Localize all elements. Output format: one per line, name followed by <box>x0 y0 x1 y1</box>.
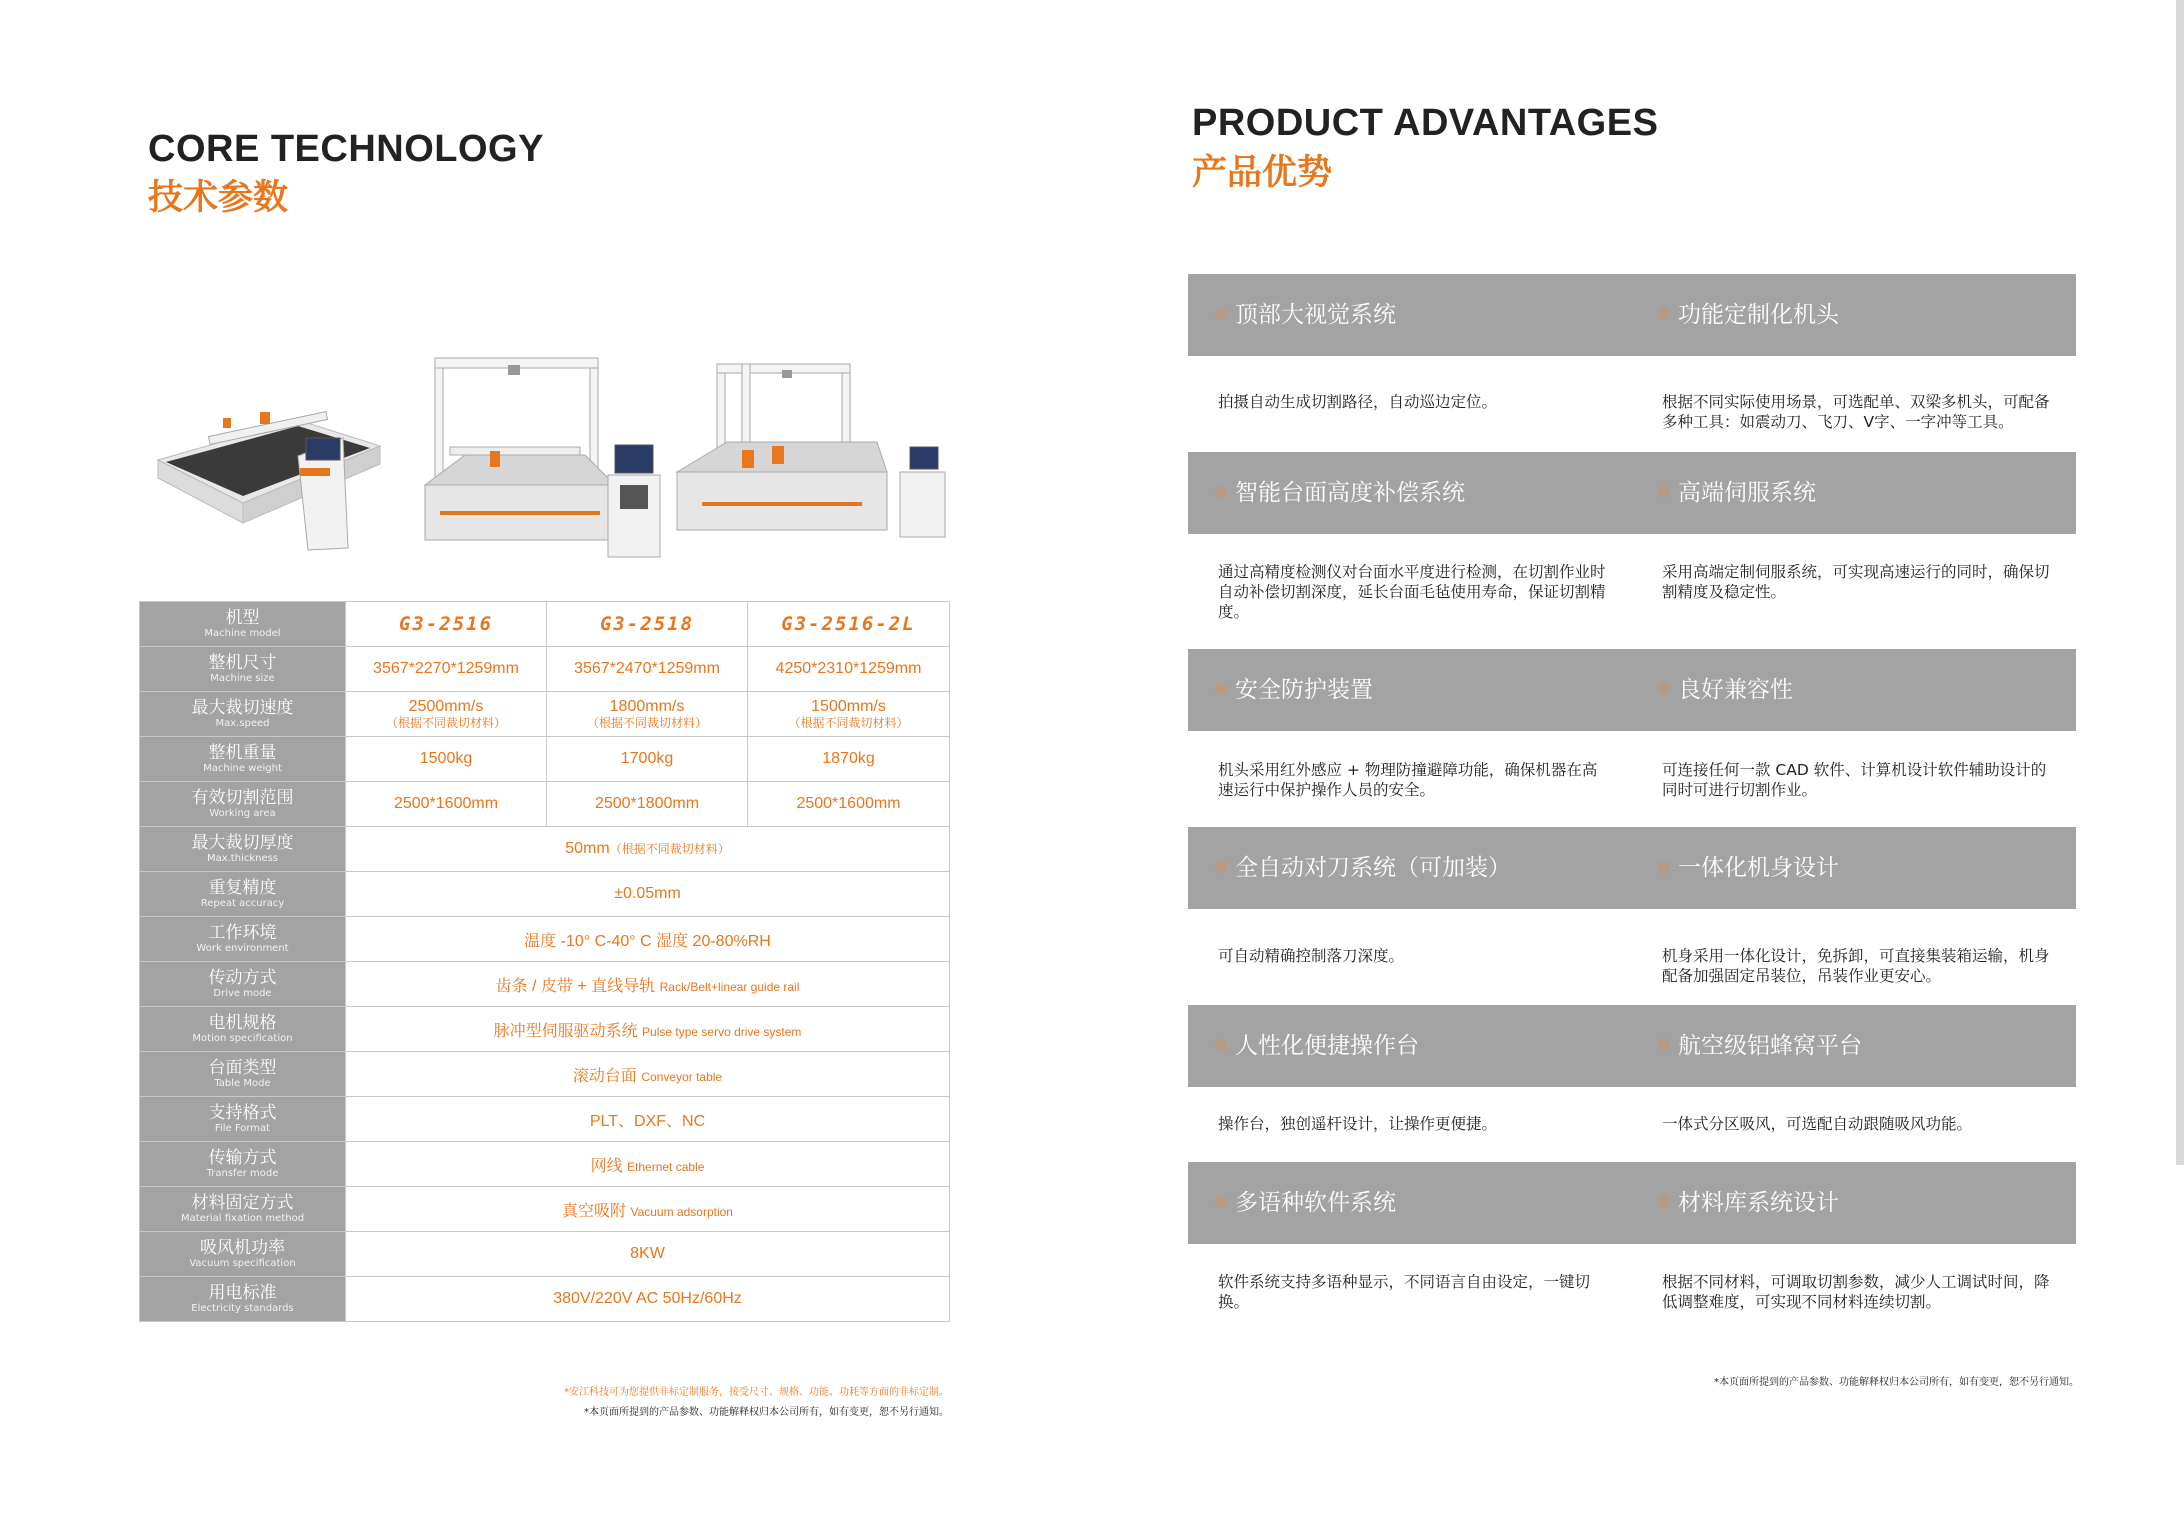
row-label <box>140 1142 346 1187</box>
advantage-title <box>1658 452 1816 534</box>
cell-main: 网线 <box>590 1157 623 1175</box>
advantage-bar <box>1188 274 2076 356</box>
table-row <box>140 1097 950 1142</box>
advantage-bar <box>1188 649 2076 731</box>
cell-sub: （根据不同裁切材料） <box>385 716 506 730</box>
table-row <box>140 1007 950 1052</box>
row-label <box>140 1187 346 1232</box>
advantage-description: 通过高精度检测仪对台面水平度进行检测，在切割作业时自动补偿切割深度，延长台面毛毡使用寿命，保证切割精度。 <box>1218 563 1606 621</box>
cell-value: 2500*1600mm <box>346 782 547 827</box>
cell-sub: （根据不同裁切材料） <box>586 716 707 730</box>
model-name: G3-2518 <box>547 602 748 647</box>
cell-value <box>346 917 950 962</box>
cell-value <box>346 1007 950 1052</box>
cell-value: 1870kg <box>748 737 950 782</box>
model-name: G3-2516-2L <box>748 602 950 647</box>
bullet-dot-icon <box>1658 861 1670 873</box>
label-en: Material fixation method <box>180 1212 305 1224</box>
cell-value <box>346 1277 950 1322</box>
label-cn: 整机重量 <box>208 742 277 763</box>
label-cn: 支持格式 <box>208 1102 277 1123</box>
cell-value: 2500*1600mm <box>748 782 950 827</box>
cell-extra: Rack/Belt+linear guide rail <box>659 979 800 994</box>
advantage-title-text: 智能台面高度补偿系统 <box>1235 480 1465 506</box>
label-cn: 机型 <box>225 607 260 628</box>
machine-image-g3-2516-2l <box>672 362 957 547</box>
row-label <box>140 602 346 647</box>
row-label <box>140 1007 346 1052</box>
cell-value: 3567*2470*1259mm <box>547 647 748 692</box>
row-label <box>140 1052 346 1097</box>
cell-value: 1500kg <box>346 737 547 782</box>
bullet-dot-icon <box>1215 1196 1227 1208</box>
advantage-title-text: 航空级铝蜂窝平台 <box>1678 1033 1862 1059</box>
cell-main: 脉冲型伺服驱动系统 <box>493 1022 638 1040</box>
advantage-title <box>1215 452 1465 534</box>
label-cn: 有效切割范围 <box>191 787 294 808</box>
label-en: Machine size <box>210 672 275 684</box>
machine-image-g3-2516 <box>148 398 388 553</box>
label-en: Motion specification <box>192 1032 293 1044</box>
row-label <box>140 917 346 962</box>
advantage-title-text: 多语种软件系统 <box>1235 1190 1396 1216</box>
cell-value: 3567*2270*1259mm <box>346 647 547 692</box>
advantage-title-text: 高端伺服系统 <box>1678 480 1816 506</box>
cell-value: 1700kg <box>547 737 748 782</box>
label-cn: 最大裁切厚度 <box>191 832 294 853</box>
cell-main: 1800mm/s <box>609 698 685 715</box>
left-title-cn: 技术参数 <box>148 178 289 218</box>
advantage-description: 根据不同材料，可调取切割参数，减少人工调试时间，降低调整难度，可实现不同材料连续切割。 <box>1662 1273 2050 1311</box>
row-label <box>140 737 346 782</box>
advantage-description: 可连接任何一款 CAD 软件、计算机设计软件辅助设计的同时可进行切割作业。 <box>1662 761 2047 799</box>
cell-extra: （根据不同裁切材料） <box>609 842 730 856</box>
table-row-header <box>140 602 950 647</box>
cell-value: 2500*1800mm <box>547 782 748 827</box>
table-row <box>140 827 950 872</box>
label-en: File Format <box>214 1122 271 1134</box>
table-row <box>140 1187 950 1232</box>
spec-table <box>139 601 950 1322</box>
advantage-title <box>1658 827 1839 909</box>
right-title-en: PRODUCT ADVANTAGES <box>1192 102 1659 144</box>
table-row <box>140 1142 950 1187</box>
advantage-title <box>1658 649 1793 731</box>
advantage-description: 根据不同实际使用场景，可选配单、双梁多机头，可配备多种工具：如震动刀、飞刀、V字、一字冲等工具。 <box>1662 393 2050 431</box>
row-label <box>140 962 346 1007</box>
cell-main: 温度 -10° C-40° C 湿度 20-80%RH <box>524 932 771 950</box>
label-cn: 重复精度 <box>208 877 277 898</box>
table-row <box>140 962 950 1007</box>
cell-extra: Ethernet cable <box>627 1159 705 1174</box>
cell-extra: Vacuum adsorption <box>630 1204 733 1219</box>
cell-extra: Pulse type servo drive system <box>642 1024 802 1039</box>
advantage-title-text: 顶部大视觉系统 <box>1235 302 1396 328</box>
row-label <box>140 1277 346 1322</box>
bullet-dot-icon <box>1658 683 1670 695</box>
label-en: Max.speed <box>215 717 270 729</box>
advantage-description: 一体式分区吸风，可选配自动跟随吸风功能。 <box>1662 1115 1973 1133</box>
advantage-bar <box>1188 827 2076 909</box>
advantage-description: 采用高端定制伺服系统，可实现高速运行的同时，确保切割精度及稳定性。 <box>1662 563 2050 601</box>
label-cn: 整机尺寸 <box>208 652 277 673</box>
advantage-title-text: 人性化便捷操作台 <box>1235 1033 1419 1059</box>
table-row <box>140 1052 950 1097</box>
cell-value: 4250*2310*1259mm <box>748 647 950 692</box>
label-en: Repeat accuracy <box>200 897 285 909</box>
disclaimer-note-left: *本页面所提到的产品参数、功能解释权归本公司所有，如有变更，恕不另行通知。 <box>584 1407 949 1418</box>
bullet-dot-icon <box>1215 308 1227 320</box>
label-cn: 传动方式 <box>208 967 277 988</box>
page-edge <box>2176 0 2184 1165</box>
label-cn: 台面类型 <box>208 1057 277 1078</box>
advantage-title <box>1658 274 1839 356</box>
table-row <box>140 1232 950 1277</box>
advantage-description: 软件系统支持多语种显示，不同语言自由设定，一键切换。 <box>1218 1273 1591 1311</box>
bullet-dot-icon <box>1658 1039 1670 1051</box>
advantage-title <box>1658 1162 1839 1244</box>
row-label <box>140 1232 346 1277</box>
label-cn: 最大裁切速度 <box>191 697 294 718</box>
advantage-title-text: 全自动对刀系统（可加装） <box>1235 855 1511 881</box>
label-en: Drive mode <box>213 987 272 999</box>
table-row <box>140 647 950 692</box>
advantage-title <box>1215 1162 1396 1244</box>
cell-main: 380V/220V AC 50Hz/60Hz <box>553 1290 742 1307</box>
advantage-title-text: 安全防护装置 <box>1235 677 1373 703</box>
label-en: Machine model <box>204 627 281 639</box>
cell-sub: （根据不同裁切材料） <box>788 716 909 730</box>
row-label <box>140 692 346 737</box>
label-cn: 工作环境 <box>208 922 277 943</box>
cell-main: 齿条 / 皮带 + 直线导轨 <box>495 977 656 995</box>
row-label <box>140 782 346 827</box>
label-cn: 用电标准 <box>208 1282 277 1303</box>
cell-value <box>346 962 950 1007</box>
disclaimer-note-right: *本页面所提到的产品参数、功能解释权归本公司所有，如有变更，恕不另行通知。 <box>1714 1377 2079 1388</box>
label-en: Max.thickness <box>206 852 279 864</box>
cell-main: 8KW <box>630 1245 665 1262</box>
cell-main: PLT、DXF、NC <box>589 1112 706 1130</box>
label-en: Electricity standards <box>191 1302 294 1314</box>
table-row <box>140 872 950 917</box>
label-en: Table Mode <box>214 1077 271 1089</box>
model-name: G3-2516 <box>346 602 547 647</box>
advantage-description: 操作台，独创遥杆设计，让操作更便捷。 <box>1218 1115 1498 1133</box>
cell-main: 50mm <box>565 840 610 857</box>
cell-value <box>346 1142 950 1187</box>
cell-main: ±0.05mm <box>614 885 681 902</box>
label-cn: 电机规格 <box>208 1012 277 1033</box>
advantage-title-text: 良好兼容性 <box>1678 677 1793 703</box>
cell-value <box>346 1187 950 1232</box>
advantage-title <box>1215 274 1396 356</box>
custom-service-note: *安江科技可为您提供非标定制服务，接受尺寸、规格、功能、功耗等方面的非标定制。 <box>564 1387 949 1398</box>
advantage-description: 机身采用一体化设计，免拆卸，可直接集装箱运输，机身配备加强固定吊装位，吊装作业更安心。 <box>1662 947 2050 985</box>
cell-value <box>547 692 748 737</box>
cell-value <box>346 1052 950 1097</box>
cell-value <box>346 872 950 917</box>
cell-main: 真空吸附 <box>562 1202 627 1220</box>
label-cn: 传输方式 <box>208 1147 277 1168</box>
bullet-dot-icon <box>1215 861 1227 873</box>
advantage-description: 可自动精确控制落刀深度。 <box>1218 947 1405 965</box>
row-label <box>140 647 346 692</box>
label-en: Transfer mode <box>206 1167 279 1179</box>
table-row <box>140 917 950 962</box>
cell-value <box>346 1097 950 1142</box>
bullet-dot-icon <box>1215 486 1227 498</box>
table-row <box>140 1277 950 1322</box>
cell-main: 滚动台面 <box>572 1067 637 1085</box>
advantage-description: 机头采用红外感应 + 物理防撞避障功能，确保机器在高速运行中保护操作人员的安全。 <box>1218 761 1598 799</box>
advantage-title-text: 材料库系统设计 <box>1678 1190 1839 1216</box>
advantage-bar <box>1188 1005 2076 1087</box>
bullet-dot-icon <box>1658 486 1670 498</box>
advantage-title <box>1215 827 1511 909</box>
advantage-title-text: 功能定制化机头 <box>1678 302 1839 328</box>
row-label <box>140 827 346 872</box>
cell-main: 1500mm/s <box>811 698 886 715</box>
cell-extra: Conveyor table <box>641 1069 723 1084</box>
label-en: Work environment <box>196 942 289 954</box>
advantage-bar <box>1188 1162 2076 1244</box>
table-row <box>140 737 950 782</box>
label-en: Working area <box>209 807 276 819</box>
row-label <box>140 872 346 917</box>
bullet-dot-icon <box>1215 1039 1227 1051</box>
advantage-title <box>1215 1005 1419 1087</box>
cell-main: 2500mm/s <box>408 698 484 715</box>
table-row <box>140 692 950 737</box>
cell-value <box>346 1232 950 1277</box>
cell-value <box>346 692 547 737</box>
label-en: Machine weight <box>203 762 282 774</box>
left-title-en: CORE TECHNOLOGY <box>148 128 544 170</box>
row-label <box>140 1097 346 1142</box>
machine-image-g3-2518 <box>420 355 685 560</box>
right-title-cn: 产品优势 <box>1192 153 1333 193</box>
advantage-title <box>1658 1005 1862 1087</box>
advantage-bar <box>1188 452 2076 534</box>
table-row <box>140 782 950 827</box>
label-en: Vacuum specification <box>189 1257 296 1269</box>
cell-value <box>748 692 950 737</box>
bullet-dot-icon <box>1215 683 1227 695</box>
label-cn: 吸风机功率 <box>200 1237 285 1258</box>
advantage-title <box>1215 649 1373 731</box>
label-cn: 材料固定方式 <box>191 1192 294 1213</box>
cell-value <box>346 827 950 872</box>
advantage-title-text: 一体化机身设计 <box>1678 855 1839 881</box>
bullet-dot-icon <box>1658 308 1670 320</box>
bullet-dot-icon <box>1658 1196 1670 1208</box>
advantage-description: 拍摄自动生成切割路径，自动巡边定位。 <box>1218 393 1498 411</box>
